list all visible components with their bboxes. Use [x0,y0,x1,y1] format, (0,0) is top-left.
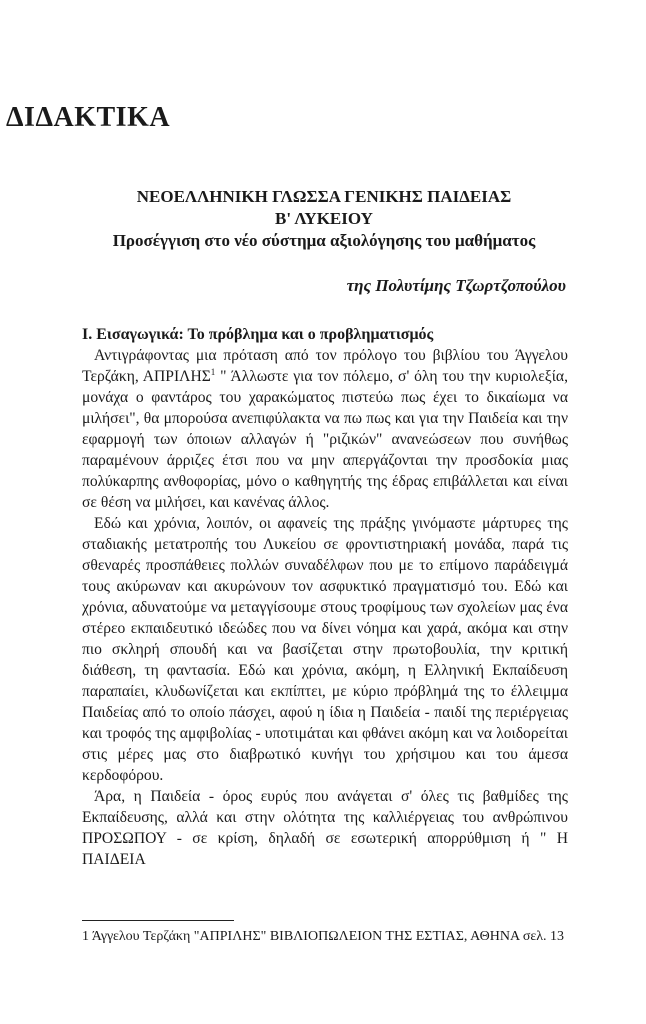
paragraph-1-text-start: Αντιγράφοντας μια πρόταση από τον πρόλογο του βιβλίου του Άγγελου Τερζάκη, ΑΠΡΙΛΗΣ [82,347,568,385]
footnote-marker: 1 [210,366,216,377]
paragraph-3: Άρα, η Παιδεία - όρος ευρύς που ανάγεται σ' όλες τις βαθμίδες της Εκπαίδευσης, αλλά και στην ολότητα της καλλιέργειας του ανθρώπινου ΠΡΟΣΩΠΟΥ - σε κρίση, δηλαδή σε εσωτερική απορρύθμιση ή " Η ΠΑΙΔΕΙΑ [82,788,568,868]
article-title-line-1: ΝΕΟΕΛΛΗΝΙΚΗ ΓΛΩΣΣΑ ΓΕΝΙΚΗΣ ΠΑΙΔΕΙΑΣ [136,187,512,206]
section-heading: ΔΙΔΑΚΤΙΚΑ [6,102,171,133]
paragraph-2: Εδώ και χρόνια, λοιπόν, οι αφανείς της πράξης γινόμαστε μάρτυρες της σταδιακής μετατροπής του Λυκείου σε φροντιστηριακή μονάδα, παρά τις σθεναρές προσπάθειες πολλών συναδέλφων που με το επίμονο παράδειγμά τους ακύρωναν και ακυρώνουν τον ασφυκτικό πραγματισμό του. Εδώ και χρόνια, αδυνατούμε να μεταγγίσουμε στους τροφίμους των σχολείων μας ένα στέρεο εκπαιδευτικό ιδεώδες που να δίνει νόημα και χαρά, ακόμα και στην πιο σκληρή σπουδή και να βασίζεται στην πρωτοβουλία, την κριτική διάθεση, τη φαντασία. Εδώ και χρόνια, ακόμη, η Ελληνική Εκπαίδευση παραπαίει, κλυδωνίζεται και εκπίπτει, με κύριο πρόβλημά της το έλλειμμα Παιδείας από το οποίο πάσχει, αφού η ίδια η Παιδεία - παιδί της περιέργειας και τροφός της αμφιβολίας - υποτιμάται και φθάνει ακόμη και να λοιδορείται στις μέρες μας στο διαβρωτικό κυνήγι του χρήσιμου και του άμεσα κερδοφόρου. [82,515,568,784]
article-title-block [50,186,598,252]
footnote: 1 Άγγελου Τερζάκη "ΑΠΡΙΛΗΣ" ΒΙΒΛΙΟΠΩΛΕΙΟΝ ΤΗΣ ΕΣΤΙΑΣ, ΑΘΗΝΑ σελ. 13 [82,929,565,944]
paragraph-1-text-end: " Άλλωστε για τον πόλεμο, σ' όλη του την κυριολεξία, μονάχα ο φαντάρος του χαρακώματος πιστεύω πως έχει το δικαίωμα να μιλήσει", θα μπορούσα ανεπιφύλακτα να πω πως και για την Παιδεία και την εφαρμογή των όποιων αλλαγών ή "ριζικών" ανανεώσεων που συνήθως παραμένουν άρριζες έτσι που να μην απεργάζονται την προσδοκία μιας πολύκαρπης ανθοφορίας, μόνο ο καθηγητής της έδρας επιβάλλεται και είναι σε θέση να μιλήσει, και κανένας άλλος. [82,368,568,511]
author-byline: της Πολυτίμης Τζωρτζοπούλου [346,276,566,295]
article-title-line-2: Β' ΛΥΚΕΙΟΥ [275,209,373,228]
article-body [82,324,568,870]
footnote-divider [82,920,234,921]
article-subtitle: Προσέγγιση στο νέο σύστημα αξιολόγησης του μαθήματος [112,231,536,250]
subsection-heading: Ι. Εισαγωγικά: Το πρόβλημα και ο προβληματισμός [82,326,434,343]
paragraph-1 [82,345,568,513]
